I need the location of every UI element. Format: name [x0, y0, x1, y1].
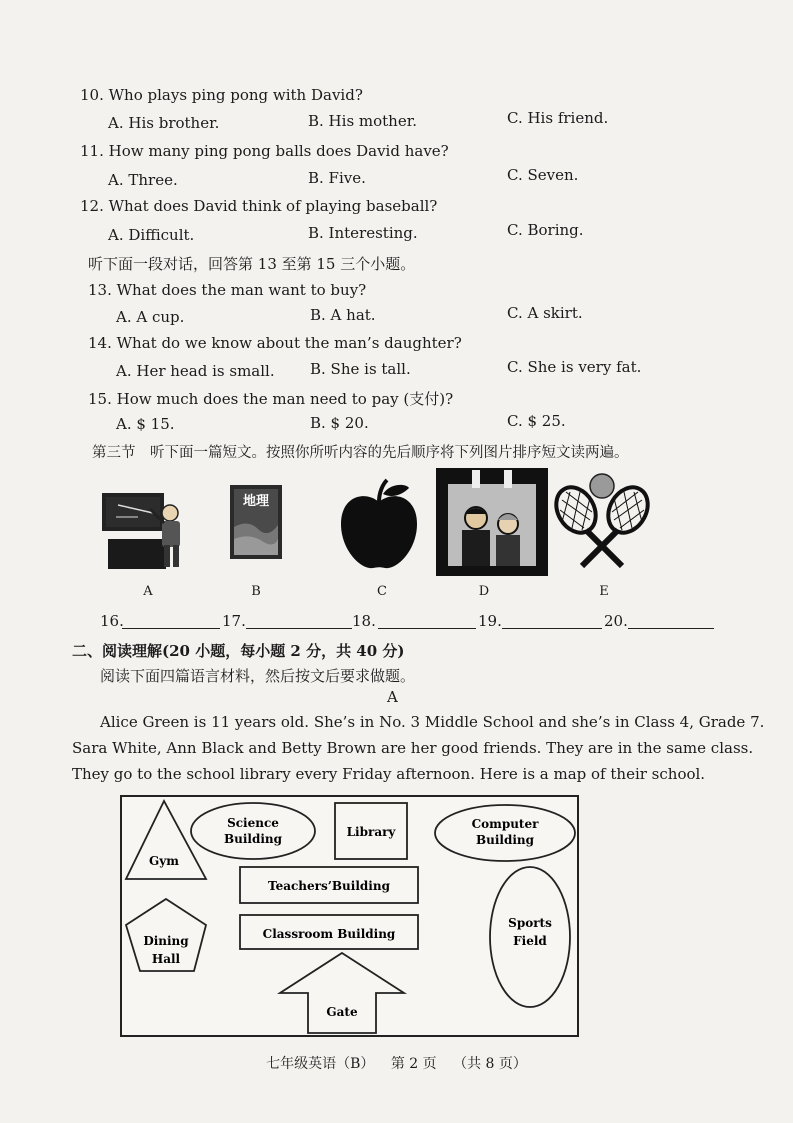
- teacher-icon: [98, 483, 198, 573]
- science-building-label-1: Science: [227, 816, 279, 830]
- option-c: C. His friend.: [507, 109, 609, 127]
- option-c: C. $ 25.: [507, 412, 566, 430]
- option-a: A. Three.: [108, 171, 178, 189]
- picture-label-d: D: [478, 584, 490, 599]
- option-a: A. $ 15.: [116, 415, 175, 433]
- blank-18-line[interactable]: [378, 628, 476, 629]
- option-c: C. Boring.: [507, 221, 584, 239]
- page-footer: [0, 1053, 793, 1073]
- apple-icon: [335, 478, 423, 574]
- question-15: [88, 388, 453, 409]
- question-number: 10.: [80, 86, 104, 104]
- picture-label-c: C: [377, 584, 387, 599]
- footer-page: 第 2 页: [390, 1056, 437, 1072]
- footer-total: （共 8 页）: [453, 1056, 527, 1072]
- question-12: [80, 197, 437, 215]
- grandparents-portrait-icon: [436, 468, 548, 576]
- passage-line-2: Sara White, Ann Black and Betty Brown are her good friends. They are in the same class.: [72, 739, 754, 757]
- sports-field-label-1: Sports: [508, 916, 552, 930]
- blank-16-label: 16.: [100, 612, 124, 630]
- option-b: B. She is tall.: [310, 360, 411, 378]
- question-number: 11.: [80, 142, 104, 160]
- question-number: 13.: [88, 281, 112, 299]
- option-b: B. A hat.: [310, 306, 376, 324]
- book-title: 地理: [242, 494, 270, 509]
- reading-instruction: 阅读下面四篇语言材料，然后按文后要求做题。: [100, 667, 416, 685]
- passage-label: A: [387, 688, 398, 706]
- section-3-title: 第三节 听下面一篇短文。按照你所听内容的先后顺序将下列图片排序短文读两遍。: [92, 445, 629, 461]
- option-b: B. Five.: [308, 169, 366, 187]
- option-b: B. His mother.: [308, 112, 418, 130]
- option-c: C. Seven.: [507, 166, 579, 184]
- blank-17-label: 17.: [222, 612, 246, 630]
- question-13: [88, 281, 366, 299]
- picture-label-e: E: [599, 584, 609, 599]
- question-text: Who plays ping pong with David?: [108, 86, 363, 104]
- gate-shape: [280, 953, 404, 1033]
- blank-16-line[interactable]: [122, 628, 220, 629]
- option-c: C. She is very fat.: [507, 358, 642, 376]
- picture-label-a: A: [143, 584, 153, 599]
- blank-19-label: 19.: [478, 612, 502, 630]
- question-text: What does David think of playing baseball?: [108, 197, 438, 215]
- option-c: C. A skirt.: [507, 304, 583, 322]
- option-a: A. His brother.: [108, 114, 220, 132]
- question-text: What do we know about the man’s daughter?: [116, 334, 462, 352]
- passage-line-1: Alice Green is 11 years old. She’s in No. 3 Middle School and she’s in Class 4, Grade 7.: [100, 713, 765, 731]
- footer-subject: 七年级英语（B）: [266, 1056, 375, 1072]
- question-11: [80, 142, 449, 160]
- classroom-building-label: Classroom Building: [262, 927, 396, 941]
- computer-building-label-2: Building: [475, 833, 535, 847]
- sports-field-label-2: Field: [513, 934, 547, 948]
- option-a: A. A cup.: [116, 308, 185, 326]
- option-a: A. Her head is small.: [116, 362, 275, 380]
- blank-20-line[interactable]: [628, 628, 714, 629]
- geography-book-icon: [228, 483, 284, 561]
- question-number: 12.: [80, 197, 104, 215]
- school-map: [120, 795, 579, 1037]
- library-label: Library: [346, 825, 396, 839]
- question-text: How many ping pong balls does David have?: [108, 142, 449, 160]
- blank-18-label: 18.: [352, 612, 376, 630]
- option-b: B. $ 20.: [310, 414, 369, 432]
- question-text: How much does the man need to pay (支付)?: [116, 390, 454, 408]
- question-text: What does the man want to buy?: [116, 281, 367, 299]
- blank-19-line[interactable]: [502, 628, 602, 629]
- gym-label: Gym: [149, 854, 179, 868]
- blank-20-label: 20.: [604, 612, 628, 630]
- picture-label-b: B: [251, 584, 261, 599]
- dining-hall-label-2: Hall: [151, 952, 181, 966]
- question-14: [88, 334, 462, 352]
- question-number: 15.: [88, 390, 112, 408]
- gate-label: Gate: [326, 1005, 358, 1019]
- dialog-instruction: 听下面一段对话，回答第 13 至第 15 三个小题。: [88, 255, 416, 273]
- option-a: A. Difficult.: [108, 226, 195, 244]
- dining-hall-label-1: Dining: [143, 934, 189, 948]
- question-10: [80, 86, 363, 104]
- computer-building-label-1: Computer: [471, 817, 539, 831]
- passage-line-3: They go to the school library every Friday afternoon. Here is a map of their school.: [72, 765, 706, 783]
- teachers-building-label: Teachers’Building: [268, 879, 390, 893]
- question-number: 14.: [88, 334, 112, 352]
- blank-17-line[interactable]: [246, 628, 352, 629]
- science-building-label-2: Building: [223, 832, 283, 846]
- tennis-rackets-icon: [552, 470, 652, 570]
- option-b: B. Interesting.: [308, 224, 418, 242]
- reading-section-title: 二、阅读理解(20 小题，每小题 2 分，共 40 分): [72, 642, 405, 660]
- science-building-shape: [191, 803, 315, 859]
